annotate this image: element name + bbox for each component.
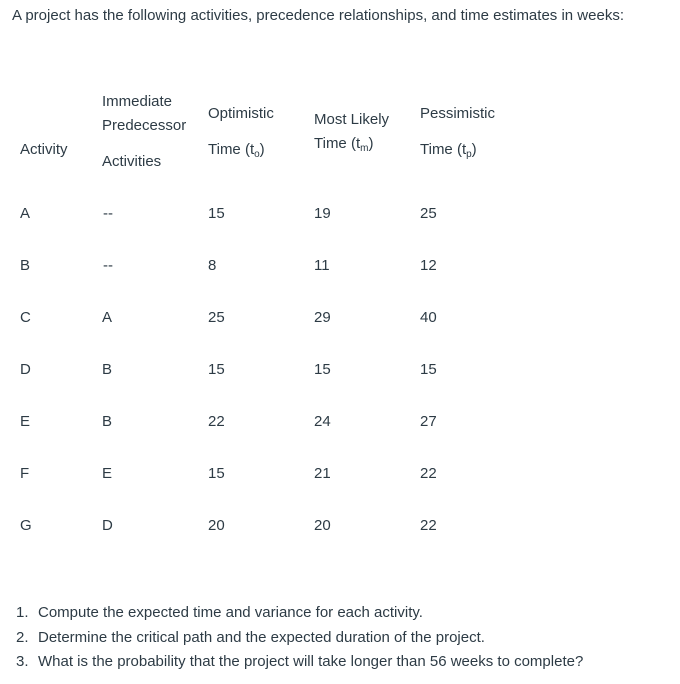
header-activity: Activity (20, 141, 68, 158)
cell-pessimistic: 25 (420, 205, 437, 222)
cell-activity: B (20, 257, 31, 274)
cell-predecessor: D (102, 517, 113, 534)
cell-predecessor: A (102, 309, 113, 326)
cell-optimistic: 20 (208, 517, 225, 534)
cell-optimistic: 15 (208, 465, 225, 482)
cell-predecessor: -- (103, 257, 113, 274)
question-text: What is the probability that the project will take longer than 56 weeks to complete? (38, 653, 584, 670)
cell-most-likely: 15 (314, 361, 331, 378)
header-pessimistic-line1: Pessimistic (420, 105, 496, 122)
cell-activity: D (20, 361, 31, 378)
header-predecessor-line2: Predecessor (102, 117, 187, 134)
question-list (16, 601, 583, 675)
cell-most-likely: 20 (314, 517, 331, 534)
header-predecessor-line3: Activities (102, 153, 162, 170)
subscript-m: m (360, 143, 369, 154)
header-predecessor-line1: Immediate (102, 93, 173, 110)
cell-pessimistic: 22 (420, 465, 437, 482)
cell-pessimistic: 27 (420, 413, 437, 430)
cell-optimistic: 8 (208, 257, 217, 274)
subscript-o: o (254, 149, 260, 160)
intro-text: A project has the following activities, precedence relationships, and time estimates in weeks: (12, 7, 624, 24)
list-item: 3. What is the probability that the project will take longer than 56 weeks to complete? (16, 653, 584, 670)
cell-optimistic: 22 (208, 413, 225, 430)
cell-predecessor: -- (103, 205, 113, 222)
cell-predecessor: E (102, 465, 113, 482)
list-item: 1. Compute the expected time and variance for each activity. (16, 604, 423, 621)
cell-pessimistic: 12 (420, 257, 437, 274)
cell-activity: E (20, 413, 31, 430)
cell-activity: F (20, 465, 30, 482)
cell-optimistic: 25 (208, 309, 225, 326)
cell-pessimistic: 40 (420, 309, 437, 326)
cell-activity: A (20, 205, 31, 222)
header-optimistic-line2: Time $(t_o)$ (208, 141, 265, 160)
header-mostlikely-line2: Time $(t_m)$ (314, 135, 374, 154)
cell-most-likely: 24 (314, 413, 331, 430)
cell-pessimistic: 22 (420, 517, 437, 534)
cell-pessimistic: 15 (420, 361, 437, 378)
cell-most-likely: 21 (314, 465, 331, 482)
cell-activity: C (20, 309, 31, 326)
cell-most-likely: 11 (314, 257, 330, 274)
header-optimistic-line1: Optimistic (208, 105, 274, 122)
cell-optimistic: 15 (208, 361, 225, 378)
cell-predecessor: B (102, 413, 113, 430)
subscript-p: p (466, 149, 472, 160)
list-item: 2. Determine the critical path and the expected duration of the project. (16, 628, 485, 646)
question-text: Compute the expected time and variance for each activity. (38, 604, 423, 621)
cell-most-likely: 29 (314, 309, 331, 326)
header-mostlikely-line1: Most Likely (314, 111, 390, 128)
cell-optimistic: 15 (208, 205, 225, 222)
cell-most-likely: 19 (314, 205, 331, 222)
question-text: Determine the critical path and the expected duration of the project. (38, 628, 485, 646)
cell-predecessor: B (102, 361, 113, 378)
cell-activity: G (20, 517, 32, 534)
header-pessimistic-line2: Time $(t_p)$ (420, 141, 477, 160)
